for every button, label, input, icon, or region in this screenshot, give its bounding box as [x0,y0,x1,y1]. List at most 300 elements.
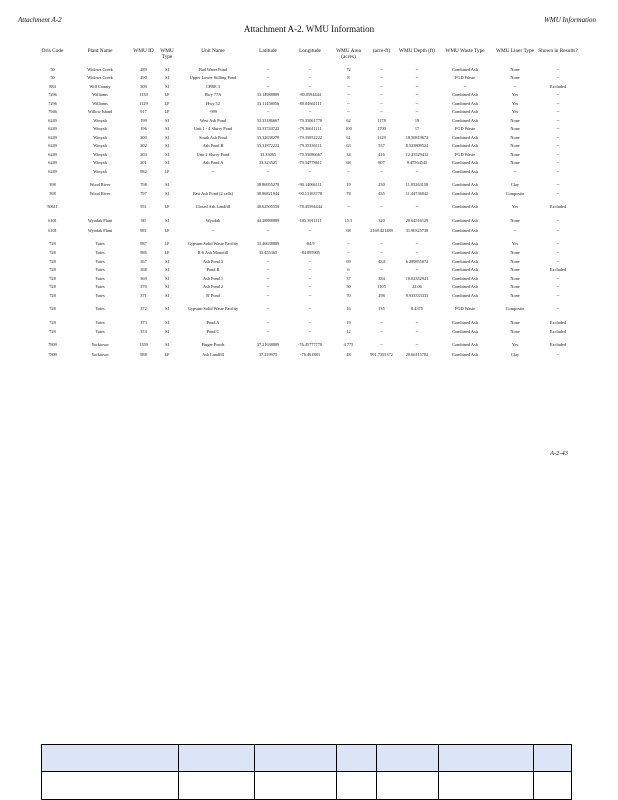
table-cell: Clay [510,351,520,357]
table-cell: LF [164,227,170,233]
table-row [36,134,580,143]
table-cell: 19 [346,181,351,187]
table-cell: -76.45777778 [298,342,322,348]
col-header: WMU Depth (ft) [399,48,435,54]
table-cell: 70 [346,292,351,298]
table-cell: Will County [89,83,111,89]
table-cell: 31.90325738 [405,227,429,233]
table-cell: 373 [140,319,147,325]
table-cell: Yes [511,92,519,98]
table-cell: 12.23529412 [405,151,429,157]
table-cell: Excluded [549,204,567,210]
table-row [36,66,580,75]
table-cell: -- [415,250,419,256]
table-cell: -- [266,66,270,72]
table-cell: Yates [95,258,105,264]
table-cell: -79.35336111 [298,143,322,149]
col-header: WMU Waste Type [445,48,485,54]
table-cell: Williams [92,100,108,106]
table-cell: SI [165,329,169,335]
table-cell: -- [308,168,312,174]
table-row [36,337,580,351]
table-cell: -- [415,66,419,72]
table-cell: -- [380,204,383,210]
table-cell: None [510,250,520,256]
table-cell: Ash Pond 1 [202,275,224,281]
table-cell: FGD Waste [455,75,475,81]
table-cell: 37 [346,275,351,281]
table-cell: -79.34778611 [298,160,322,166]
table-cell: LF [164,100,170,106]
table-cell: Yates [95,240,105,246]
table-cell: 33.33744722 [256,126,280,132]
table-cell: 33.32638278 [256,134,280,140]
footer-header-cell [439,745,535,771]
table-cell: LF [164,240,170,246]
table-row [36,292,580,301]
table-cell: 917 [140,109,147,115]
table-cell: -- [415,168,419,174]
footer-header-cell [179,745,255,771]
table-cell: -- [380,83,383,89]
table-cell: 6101 [48,227,57,233]
table-cell: 728 [49,240,56,246]
table-cell: 557 [378,143,385,149]
table-row [36,213,580,227]
table-cell: 398 [49,181,56,187]
table-cell: 374 [140,329,147,335]
table-cell: -- [556,284,560,290]
table-cell: 6249 [48,143,57,149]
table-cell: 37.219975 [258,351,278,357]
table-cell: -- [513,227,517,233]
table-cell: Combined Ash [452,181,478,187]
table-cell: Williams [92,92,108,98]
table-cell: 1130 [139,92,148,98]
table-row [36,83,580,92]
table-cell: -- [556,258,560,264]
table-cell: SI [165,160,169,166]
table-cell: 33.323525 [258,160,278,166]
table-row [36,117,580,126]
table-cell [69,199,131,213]
table-cell: Winyah [93,117,107,123]
table-row [36,75,580,84]
table-cell: Composite [505,305,525,311]
table-cell: Yates [95,284,105,290]
table-cell: None [510,267,520,273]
table-cell: Unit 2 Slurry Pond [196,151,230,157]
table-cell: None [510,160,520,166]
table-cell: 289 [140,66,147,72]
table-cell: West Ash Pond [199,117,227,123]
table-cell: 320 [378,218,385,224]
table-cell: Combined Ash [452,143,478,149]
table-cell: -- [556,151,560,157]
table-cell: -- [556,109,560,115]
table-cell: 987 [140,240,147,246]
table-cell: 33.33186667 [256,117,280,123]
table-cell: 728 [49,284,56,290]
table-cell: Combined Ash [452,275,478,281]
table-row [36,168,580,177]
table-cell: Combined Ash [452,258,478,264]
table-cell: Hwy 77A [204,92,222,98]
table-cell: -- [266,227,270,233]
table-cell: 135 [378,305,385,311]
table-cell: 728 [49,258,56,264]
table-cell: LF [164,92,170,98]
footer-header-cell [255,745,337,771]
table-row [36,275,580,284]
table-cell: Ash Pond A [202,160,224,166]
table-cell: -80.0594444 [299,92,321,98]
table-cell: 33.11458056 [256,100,280,106]
table-cell: 728 [49,319,56,325]
table-cell: 398 [49,191,56,197]
table-cell: 982 [140,168,147,174]
table-cell: 8.4375 [411,305,423,311]
table-cell: Yes [511,240,519,246]
table-row [36,199,580,213]
table-cell: 367 [140,258,147,264]
table-cell: -- [556,75,560,81]
table-cell: -- [556,143,560,149]
table-cell: -- [308,284,312,290]
table-cell: 807 [378,160,385,166]
table-cell: 728 [49,305,56,311]
table-cell: 991.7355372 [370,351,393,357]
table-cell: 7946 [48,109,57,115]
footer-cell [534,772,571,800]
table-cell: 6101 [48,218,57,224]
table-cell: 368 [140,267,147,273]
table-cell: -- [266,329,270,335]
table-cell: -- [266,168,270,174]
table-cell: -- [211,227,215,233]
col-header: (acre-ft) [372,48,391,54]
table-cell: -80.04661111 [298,100,322,106]
table-cell: SI [165,342,169,348]
table-cell: 61 [346,134,351,140]
table-cell: 298 [378,292,385,298]
table-cell: -- [308,275,312,281]
table-cell: -- [415,342,419,348]
footer-cell [439,772,535,800]
table-cell: CPRE 3 [206,83,220,89]
table-cell: -- [556,351,560,357]
table-row [36,126,580,135]
table-cell: 384 [378,275,385,281]
table-header-row [36,46,580,66]
table-cell: Winyah [93,160,107,166]
table-cell: Yes [511,204,519,210]
table-cell: 20.66115702 [405,351,429,357]
col-header: Shown in Results? [538,48,578,54]
table-cell: 369 [140,275,147,281]
table-cell: -- [556,134,560,140]
table-cell: -78.45594444 [298,204,322,210]
table-cell: SI [165,284,169,290]
table-cell: 7809 [48,351,57,357]
table-cell: Excluded [549,267,567,273]
table-cell: None [510,75,520,81]
table-cell: Yates [95,319,105,325]
footer-header-cell [534,745,571,771]
header-left: Attachment A-2 [18,16,62,24]
table-cell: 798 [140,181,147,187]
table-cell: 230 [378,181,385,187]
table-cell: 50 [346,284,351,290]
table-cell: 203 [140,151,147,157]
footer-table-row [42,772,571,800]
table-cell: -- [463,83,467,89]
table-cell: Combined Ash [452,250,478,256]
table-cell: -- [211,168,215,174]
table-cell: 728 [49,250,56,256]
table-cell: SI [165,218,169,224]
table-cell: 371 [140,292,147,298]
table-cell: -79.36611111 [298,126,322,132]
table-cell: 19 [346,319,351,325]
table-cell: -84.9 [305,240,315,246]
table-cell: -- [266,75,270,81]
table-cell: Closed Ash Landfill [195,204,231,210]
table-cell: -- [347,109,350,115]
table-cell: 435 [378,191,385,197]
table-cell: Combined Ash [452,66,478,72]
table-cell: None [510,134,520,140]
table-cell: -- [266,83,270,89]
table-cell: SI [165,191,169,197]
table-cell: SI [165,83,169,89]
page-number: A-2-43 [549,450,568,457]
table-cell: 981 [140,227,147,233]
table-cell: -- [556,181,560,187]
table-cell: 986 [140,250,147,256]
table-cell: -79.35052222 [298,134,322,140]
table-cell: -- [415,240,419,246]
table-cell: 4.775 [343,342,354,348]
table-cell: -- [347,250,350,256]
table-cell: 68 [346,160,351,166]
table-row [36,315,580,329]
table-cell: 33.46638889 [256,240,280,246]
table-cell: 34 [346,151,351,157]
table-cell: -- [556,275,560,281]
footer-header-cell [337,745,377,771]
table-cell: 372 [140,305,147,311]
table-cell: 50611 [47,204,58,210]
table-cell: SI [165,267,169,273]
table-cell: 22.06 [412,284,422,290]
footer-cell [377,772,439,800]
table-cell: -- [415,319,419,325]
table-row [36,284,580,293]
table-cell: Widows Creek [87,66,113,72]
table-cell: Ash Landfill [202,351,224,357]
table-cell: -84.895905 [300,250,320,256]
table-cell: 7809 [48,342,57,348]
table-cell: 1129 [139,100,148,106]
table-cell: 80 [141,218,146,224]
table-cell: 40.62505556 [256,204,280,210]
table-cell: 7296 [48,92,57,98]
table-cell: FGD Waste [455,305,475,311]
table-cell: -- [556,240,560,246]
footer-table-header [42,745,571,772]
table-cell: 202 [140,143,147,149]
table-cell: -- [308,319,312,325]
table-row [36,177,580,191]
table-row [36,100,580,109]
table-cell: -- [556,250,560,256]
table-cell: 728 [49,275,56,281]
table-cell: Combined Ash [452,227,478,233]
table-cell: 1359 [139,342,148,348]
table-cell: -- [556,160,560,166]
table-cell: SI [165,292,169,298]
table-cell: Combined Ash [452,117,478,123]
table-cell: Yes [511,100,519,106]
table-cell: -- [308,258,312,264]
table-cell: 68 [346,227,351,233]
table-cell: -- [556,100,560,106]
table-cell: -- [266,109,270,115]
table-cell: None [510,292,520,298]
table-cell: Combined Ash [452,284,478,290]
table-cell: -76.461883 [300,351,320,357]
table-cell: SI [165,66,169,72]
table-cell: 33.31872222 [256,143,280,149]
table-cell: 50 [50,75,55,81]
table-cell: -999 [209,109,217,115]
table-cell: Combined Ash [452,240,478,246]
table-cell: 63 [346,143,351,149]
table-row [36,227,580,236]
table-cell: -- [347,100,350,106]
table-cell: -- [556,218,560,224]
table-cell: 1178 [377,117,386,123]
table-cell: -- [556,117,560,123]
table-cell: 2169.421489 [370,227,393,233]
table-cell: 38.86821944 [256,191,280,197]
table-cell: -- [266,305,270,311]
table-cell: Finger Ponds [201,342,225,348]
table-cell: 69 [346,258,351,264]
table-cell: Combined Ash [452,319,478,325]
table-cell: 200 [140,134,147,140]
table-cell: LF [164,351,170,357]
table-cell: Wyodak Plant [87,218,113,224]
table-cell: -- [415,75,419,81]
col-header: Latitude [259,48,277,54]
col-header: Plant Name [87,48,113,54]
table-row [36,329,580,338]
table-cell: Combined Ash [452,329,478,335]
col-header: WMU ID [133,48,154,54]
col-header: Unit Name [201,48,225,54]
table-cell: Winyah [93,143,107,149]
table-row [36,191,580,200]
table-cell: 6249 [48,117,57,123]
table-cell: FGD Waste [455,151,475,157]
table-cell: None [510,151,520,157]
table-cell: None [510,319,520,325]
table-cell: Hwy 52 [206,100,220,106]
table-cell: Yates [95,305,105,311]
table-cell: -90.13163778 [298,191,322,197]
table-cell: 17 [414,126,420,132]
table-cell: LF [164,109,170,115]
table-cell: 10.02352941 [405,275,429,281]
table-cell: -- [266,292,270,298]
table-cell: Excluded [549,83,567,89]
table-cell: Yates [95,292,105,298]
table-cell: None [510,284,520,290]
table-cell: 100 [345,126,352,132]
table-cell: 12 [346,329,351,335]
table-cell: SI [165,117,169,123]
table-cell: 370 [140,284,147,290]
table-cell: Combined Ash [452,100,478,106]
table-cell: Combined Ash [452,92,478,98]
table-cell: 416 [378,151,385,157]
table-cell: Clay [510,181,520,187]
table-cell: 44.28888889 [256,218,280,224]
table-cell: 19 [414,117,420,123]
table-cell: Gypsum Solid Waste Facility [187,305,239,311]
table-cell: Combined Ash [452,267,478,273]
table-cell: -- [308,109,312,115]
table-cell: -- [380,267,383,273]
table-cell: Winyah [93,151,107,157]
table-cell: -- [308,267,312,273]
footer-cell [42,772,179,800]
table-cell: Excluded [549,342,567,348]
table-cell: Excluded [549,319,567,325]
table-cell: 38.86955278 [256,181,280,187]
table-cell: Winyah [93,126,107,132]
wmu-table [36,46,580,360]
table-cell: 884 [49,83,56,89]
table-cell: 6249 [48,126,57,132]
table-cell: 8 [347,75,350,81]
table-cell: 199 [140,117,147,123]
table-cell: -- [415,109,419,115]
table-cell: None [510,275,520,281]
table-cell: 290 [140,75,147,81]
table-cell: 434 [378,258,385,264]
table-cell: 20.64516129 [405,218,429,224]
col-header: WMU Type [160,48,174,61]
table-cell: None [510,66,520,72]
table-cell: 728 [49,292,56,298]
table-cell: -- [308,305,312,311]
table-row [36,267,580,276]
table-cell: B' Pond [206,292,220,298]
table-cell: 1129 [377,134,386,140]
table-cell: Unit 1 - 4 Slurry Pond [193,126,233,132]
table-cell: 988 [140,351,147,357]
table-cell: -- [380,342,383,348]
table-cell: 797 [140,191,147,197]
table-cell: Combined Ash [452,109,478,115]
table-cell: 7296 [48,100,57,106]
table-cell: -- [266,319,270,325]
table-cell: Upper Lower Stilling Pond [189,75,237,81]
table-cell: 33.33065 [259,151,277,157]
